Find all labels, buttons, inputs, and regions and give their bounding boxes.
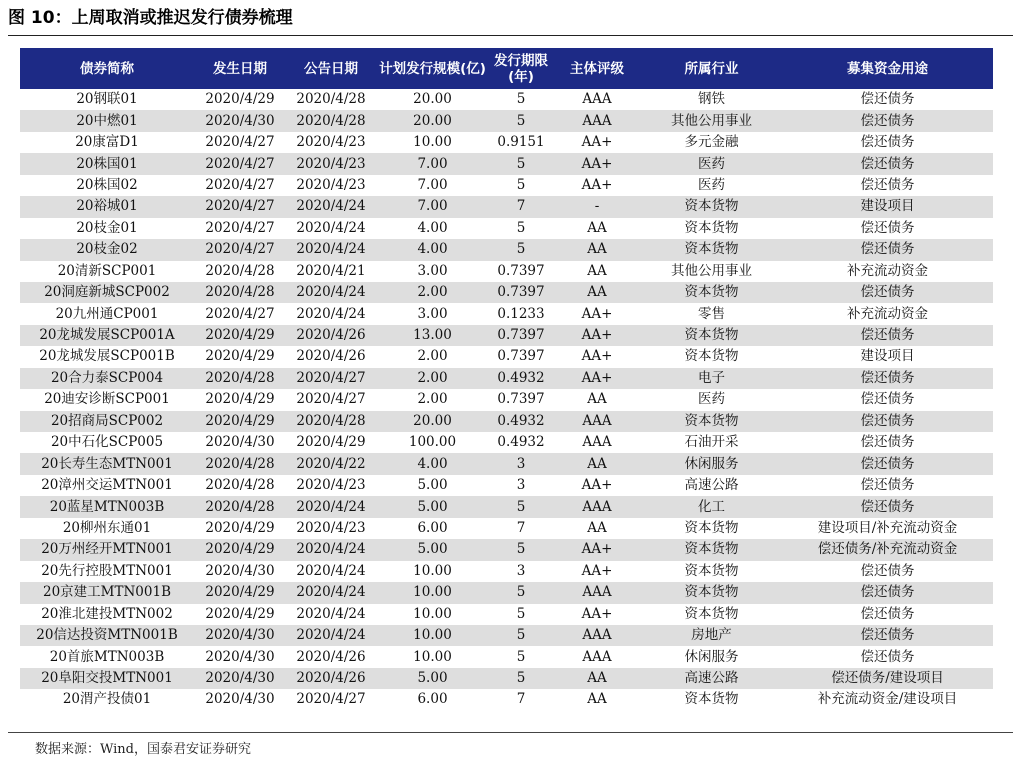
cell-planned-size: 3.00 [376,261,489,282]
cell-rating: AA+ [553,475,641,496]
cell-term: 5 [489,496,553,517]
cell-announce-date: 2020/4/24 [286,282,376,303]
cell-planned-size: 6.00 [376,518,489,539]
cell-rating: AA+ [553,325,641,346]
cell-term: 5 [489,646,553,667]
cell-fund-use: 偿还债务 [782,411,993,432]
cell-industry: 高速公路 [641,668,782,689]
cell-term: 5 [489,153,553,174]
table-row [20,132,993,153]
cell-rating: AAA [553,625,641,646]
cell-bond-name: 20首旅MTN003B [20,646,194,667]
cell-fund-use: 偿还债务 [782,453,993,474]
table-row [20,582,993,603]
cell-term: 5 [489,604,553,625]
cell-event-date: 2020/4/28 [194,453,286,474]
cell-announce-date: 2020/4/26 [286,325,376,346]
table-row [20,689,993,710]
cell-planned-size: 20.00 [376,89,489,110]
cell-term: 5 [489,582,553,603]
cell-industry: 石油开采 [641,432,782,453]
cell-fund-use: 偿还债务 [782,132,993,153]
cell-planned-size: 4.00 [376,218,489,239]
cell-planned-size: 5.00 [376,668,489,689]
cell-planned-size: 7.00 [376,153,489,174]
cell-rating: AA+ [553,368,641,389]
cell-term: 0.4932 [489,368,553,389]
header-rating: 主体评级 [553,48,641,89]
cell-event-date: 2020/4/29 [194,325,286,346]
cell-industry: 资本货物 [641,689,782,710]
cell-bond-name: 20漳州交运MTN001 [20,475,194,496]
header-bond-name: 债券简称 [20,48,194,89]
cell-rating: AAA [553,432,641,453]
cell-planned-size: 100.00 [376,432,489,453]
cell-bond-name: 20柳州东通01 [20,518,194,539]
cell-announce-date: 2020/4/24 [286,496,376,517]
cell-fund-use: 偿还债务 [782,625,993,646]
table-row [20,604,993,625]
table-row [20,346,993,367]
cell-industry: 医药 [641,175,782,196]
cell-planned-size: 5.00 [376,496,489,517]
cell-industry: 房地产 [641,625,782,646]
bond-table-container [20,48,993,711]
cell-industry: 钢铁 [641,89,782,110]
table-row [20,89,993,110]
table-row [20,175,993,196]
cell-event-date: 2020/4/30 [194,689,286,710]
header-fund-use: 募集资金用途 [782,48,993,89]
table-row [20,496,993,517]
cell-term: 7 [489,518,553,539]
table-row [20,389,993,410]
cell-announce-date: 2020/4/24 [286,561,376,582]
cell-bond-name: 20先行控股MTN001 [20,561,194,582]
cell-fund-use: 偿还债务 [782,153,993,174]
cell-bond-name: 20迪安诊断SCP001 [20,389,194,410]
cell-fund-use: 偿还债务 [782,496,993,517]
cell-fund-use: 补充流动资金/建设项目 [782,689,993,710]
cell-event-date: 2020/4/30 [194,110,286,131]
cell-fund-use: 偿还债务 [782,110,993,131]
cell-announce-date: 2020/4/23 [286,132,376,153]
cell-event-date: 2020/4/30 [194,646,286,667]
cell-fund-use: 偿还债务 [782,432,993,453]
cell-rating: AA [553,218,641,239]
cell-planned-size: 4.00 [376,453,489,474]
cell-rating: AA+ [553,346,641,367]
cell-planned-size: 10.00 [376,625,489,646]
cell-bond-name: 20裕城01 [20,196,194,217]
cell-event-date: 2020/4/29 [194,89,286,110]
cell-rating: AA+ [553,561,641,582]
table-row [20,282,993,303]
cell-term: 5 [489,175,553,196]
table-header-row [20,48,993,89]
cell-bond-name: 20康富D1 [20,132,194,153]
cell-term: 0.7397 [489,325,553,346]
cell-planned-size: 5.00 [376,539,489,560]
cell-industry: 资本货物 [641,561,782,582]
table-row [20,453,993,474]
cell-fund-use: 偿还债务/补充流动资金 [782,539,993,560]
cell-fund-use: 偿还债务 [782,389,993,410]
cell-term: 5 [489,539,553,560]
cell-industry: 资本货物 [641,239,782,260]
cell-term: 0.9151 [489,132,553,153]
cell-term: 0.1233 [489,303,553,324]
cell-announce-date: 2020/4/23 [286,475,376,496]
cell-event-date: 2020/4/29 [194,389,286,410]
cell-planned-size: 5.00 [376,475,489,496]
cell-planned-size: 4.00 [376,239,489,260]
cell-industry: 电子 [641,368,782,389]
cell-industry: 其他公用事业 [641,261,782,282]
cell-fund-use: 偿还债务 [782,582,993,603]
cell-rating: AA [553,453,641,474]
cell-rating: AA [553,389,641,410]
cell-event-date: 2020/4/27 [194,196,286,217]
cell-announce-date: 2020/4/24 [286,604,376,625]
table-row [20,539,993,560]
cell-announce-date: 2020/4/28 [286,110,376,131]
cell-term: 3 [489,475,553,496]
cell-term: 7 [489,196,553,217]
cell-rating: AAA [553,496,641,517]
cell-bond-name: 20龙城发展SCP001B [20,346,194,367]
cell-planned-size: 20.00 [376,411,489,432]
cell-rating: AA+ [553,175,641,196]
cell-bond-name: 20京建工MTN001B [20,582,194,603]
cell-event-date: 2020/4/28 [194,368,286,389]
cell-bond-name: 20信达投资MTN001B [20,625,194,646]
cell-rating: AA [553,518,641,539]
table-row [20,218,993,239]
cell-fund-use: 偿还债务 [782,604,993,625]
cell-bond-name: 20清新SCP001 [20,261,194,282]
cell-industry: 资本货物 [641,604,782,625]
header-term: 发行期限(年) [489,48,553,89]
cell-event-date: 2020/4/27 [194,175,286,196]
source-note: 数据来源：Wind，国泰君安证券研究 [35,742,251,757]
table-row [20,646,993,667]
cell-industry: 高速公路 [641,475,782,496]
cell-planned-size: 20.00 [376,110,489,131]
cell-announce-date: 2020/4/26 [286,646,376,667]
cell-event-date: 2020/4/29 [194,582,286,603]
cell-fund-use: 建设项目 [782,196,993,217]
cell-event-date: 2020/4/28 [194,261,286,282]
table-row [20,239,993,260]
cell-event-date: 2020/4/30 [194,625,286,646]
cell-planned-size: 2.00 [376,389,489,410]
cell-industry: 医药 [641,389,782,410]
cell-bond-name: 20招商局SCP002 [20,411,194,432]
cell-announce-date: 2020/4/26 [286,668,376,689]
cell-announce-date: 2020/4/28 [286,411,376,432]
cell-planned-size: 10.00 [376,132,489,153]
cell-event-date: 2020/4/27 [194,153,286,174]
cell-announce-date: 2020/4/23 [286,518,376,539]
cell-term: 5 [489,668,553,689]
table-row [20,303,993,324]
cell-announce-date: 2020/4/21 [286,261,376,282]
cell-bond-name: 20钢联01 [20,89,194,110]
cell-planned-size: 2.00 [376,346,489,367]
cell-announce-date: 2020/4/24 [286,303,376,324]
top-divider [8,35,1013,36]
cell-fund-use: 偿还债务 [782,325,993,346]
cell-industry: 零售 [641,303,782,324]
table-row [20,625,993,646]
cell-term: 0.7397 [489,389,553,410]
cell-rating: AA [553,668,641,689]
bottom-divider [8,732,1013,733]
table-row [20,110,993,131]
cell-bond-name: 20中石化SCP005 [20,432,194,453]
cell-term: 0.7397 [489,282,553,303]
cell-rating: AA+ [553,303,641,324]
table-row [20,368,993,389]
cell-industry: 资本货物 [641,325,782,346]
cell-event-date: 2020/4/27 [194,218,286,239]
cell-event-date: 2020/4/30 [194,561,286,582]
cell-term: 0.4932 [489,432,553,453]
cell-announce-date: 2020/4/28 [286,89,376,110]
cell-planned-size: 13.00 [376,325,489,346]
cell-event-date: 2020/4/29 [194,518,286,539]
cell-rating: AA+ [553,604,641,625]
cell-planned-size: 2.00 [376,282,489,303]
cell-term: 0.7397 [489,346,553,367]
cell-planned-size: 10.00 [376,604,489,625]
cell-planned-size: 10.00 [376,646,489,667]
header-industry: 所属行业 [641,48,782,89]
cell-announce-date: 2020/4/27 [286,368,376,389]
bond-table [20,48,993,711]
cell-event-date: 2020/4/30 [194,432,286,453]
cell-term: 0.4932 [489,411,553,432]
cell-bond-name: 20株国01 [20,153,194,174]
cell-term: 7 [489,689,553,710]
cell-event-date: 2020/4/29 [194,346,286,367]
cell-bond-name: 20枝金01 [20,218,194,239]
table-body [20,89,993,711]
table-row [20,518,993,539]
table-row [20,411,993,432]
cell-event-date: 2020/4/28 [194,282,286,303]
cell-announce-date: 2020/4/23 [286,175,376,196]
cell-announce-date: 2020/4/24 [286,582,376,603]
cell-fund-use: 建设项目 [782,346,993,367]
cell-rating: AA+ [553,132,641,153]
cell-fund-use: 偿还债务 [782,475,993,496]
table-row [20,153,993,174]
header-announce-date: 公告日期 [286,48,376,89]
cell-term: 0.7397 [489,261,553,282]
cell-industry: 休闲服务 [641,646,782,667]
table-row [20,561,993,582]
cell-bond-name: 20合力泰SCP004 [20,368,194,389]
cell-announce-date: 2020/4/29 [286,432,376,453]
cell-bond-name: 20枝金02 [20,239,194,260]
cell-fund-use: 偿还债务 [782,89,993,110]
cell-event-date: 2020/4/30 [194,668,286,689]
cell-rating: AA+ [553,153,641,174]
cell-industry: 资本货物 [641,411,782,432]
cell-industry: 资本货物 [641,539,782,560]
cell-fund-use: 偿还债务 [782,368,993,389]
table-row [20,668,993,689]
cell-announce-date: 2020/4/26 [286,346,376,367]
cell-bond-name: 20淮北建投MTN002 [20,604,194,625]
cell-announce-date: 2020/4/24 [286,239,376,260]
cell-industry: 资本货物 [641,518,782,539]
cell-bond-name: 20龙城发展SCP001A [20,325,194,346]
cell-bond-name: 20洞庭新城SCP002 [20,282,194,303]
cell-announce-date: 2020/4/27 [286,689,376,710]
cell-bond-name: 20渭产投债01 [20,689,194,710]
cell-industry: 多元金融 [641,132,782,153]
cell-industry: 休闲服务 [641,453,782,474]
cell-rating: AA+ [553,539,641,560]
table-row [20,432,993,453]
cell-industry: 化工 [641,496,782,517]
cell-announce-date: 2020/4/22 [286,453,376,474]
cell-industry: 医药 [641,153,782,174]
table-row [20,325,993,346]
cell-rating: - [553,196,641,217]
cell-announce-date: 2020/4/23 [286,153,376,174]
cell-planned-size: 10.00 [376,582,489,603]
header-event-date: 发生日期 [194,48,286,89]
cell-rating: AAA [553,110,641,131]
cell-event-date: 2020/4/29 [194,539,286,560]
table-row [20,261,993,282]
cell-announce-date: 2020/4/24 [286,539,376,560]
cell-announce-date: 2020/4/24 [286,196,376,217]
cell-term: 5 [489,625,553,646]
cell-bond-name: 20株国02 [20,175,194,196]
cell-event-date: 2020/4/29 [194,604,286,625]
cell-planned-size: 7.00 [376,196,489,217]
cell-planned-size: 3.00 [376,303,489,324]
cell-fund-use: 补充流动资金 [782,303,993,324]
cell-event-date: 2020/4/29 [194,411,286,432]
cell-industry: 资本货物 [641,196,782,217]
cell-announce-date: 2020/4/24 [286,625,376,646]
cell-bond-name: 20九州通CP001 [20,303,194,324]
cell-rating: AAA [553,411,641,432]
cell-industry: 资本货物 [641,346,782,367]
cell-industry: 其他公用事业 [641,110,782,131]
cell-fund-use: 偿还债务 [782,561,993,582]
cell-fund-use: 偿还债务 [782,282,993,303]
cell-industry: 资本货物 [641,582,782,603]
cell-term: 3 [489,453,553,474]
cell-term: 5 [489,110,553,131]
cell-fund-use: 偿还债务 [782,218,993,239]
cell-event-date: 2020/4/27 [194,303,286,324]
cell-fund-use: 偿还债务/建设项目 [782,668,993,689]
cell-rating: AAA [553,89,641,110]
cell-bond-name: 20万州经开MTN001 [20,539,194,560]
cell-rating: AA [553,261,641,282]
cell-fund-use: 偿还债务 [782,175,993,196]
cell-rating: AAA [553,646,641,667]
cell-planned-size: 6.00 [376,689,489,710]
cell-fund-use: 建设项目/补充流动资金 [782,518,993,539]
header-planned-size: 计划发行规模(亿) [376,48,489,89]
cell-planned-size: 2.00 [376,368,489,389]
cell-bond-name: 20长寿生态MTN001 [20,453,194,474]
cell-announce-date: 2020/4/27 [286,389,376,410]
cell-event-date: 2020/4/27 [194,132,286,153]
table-row [20,196,993,217]
table-row [20,475,993,496]
cell-planned-size: 10.00 [376,561,489,582]
cell-rating: AA [553,282,641,303]
cell-rating: AA [553,239,641,260]
cell-bond-name: 20中燃01 [20,110,194,131]
cell-fund-use: 偿还债务 [782,646,993,667]
cell-industry: 资本货物 [641,282,782,303]
cell-event-date: 2020/4/28 [194,475,286,496]
cell-announce-date: 2020/4/24 [286,218,376,239]
cell-event-date: 2020/4/27 [194,239,286,260]
cell-bond-name: 20蓝星MTN003B [20,496,194,517]
cell-industry: 资本货物 [641,218,782,239]
cell-term: 5 [489,218,553,239]
cell-term: 5 [489,239,553,260]
cell-fund-use: 偿还债务 [782,239,993,260]
cell-term: 3 [489,561,553,582]
cell-planned-size: 7.00 [376,175,489,196]
figure-title: 图 10：上周取消或推迟发行债券梳理 [8,8,293,28]
cell-rating: AAA [553,582,641,603]
cell-bond-name: 20阜阳交投MTN001 [20,668,194,689]
cell-term: 5 [489,89,553,110]
cell-fund-use: 补充流动资金 [782,261,993,282]
cell-rating: AA [553,689,641,710]
cell-event-date: 2020/4/28 [194,496,286,517]
